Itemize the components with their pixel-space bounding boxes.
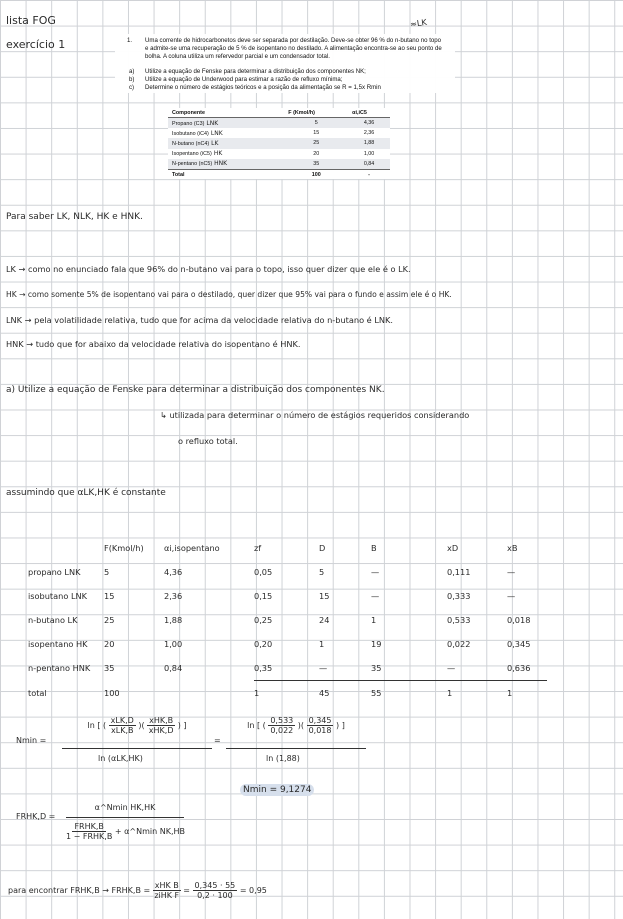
fr-numerator: α^Nmin HK,HK (94, 803, 156, 812)
table-row: N-pentano (nC5) HNK 35 0,84 (168, 159, 390, 170)
nmin-result: Nmin = 9,1274 (240, 784, 314, 796)
fr-label: FRHK,D = (16, 812, 56, 821)
col-feed: F (Kmol/h) (284, 108, 348, 118)
hand-table-row: propano LNK 5 4,36 0,05 5 — 0,111 — (28, 567, 516, 577)
option-c: c) Determine o número de estágios teóricos e a posição da alimentação se R = 1,5x Rmin (129, 84, 381, 92)
exercise-label: exercício 1 (6, 38, 66, 51)
note-hk: HK → como somente 5% de isopentano vai para o destilado, quer dizer que 95% vai para o fundo e assim ele é o HK. (6, 290, 452, 299)
fenske-fraction-line (62, 748, 212, 749)
fr-denominator: $\frac{\text{FRHK,B}}{\text{1 − FRHK,B}}$ + α^Nmin NK,HB (66, 822, 186, 841)
problem-text: Uma corrente de hidrocarbonetos deve ser separada por destilação. Deve-se obter 96 % do n-butano no topo e admite-se uma recuperação de 5 % de isopentano no destilado. A alimentação encontra-se ao seu ponto de bolha. A coluna utiliza um refervedor parcial e um condensador total. (145, 37, 442, 61)
part-a-statement: a) Utilize a equação de Fenske para determinar a distribuição dos componentes NK. (6, 385, 385, 395)
margin-annotation: ≈LK (409, 16, 428, 30)
note-hnk: HNK → tudo que for abaixo da velocidade relativa do isopentano é HNK. (6, 339, 301, 349)
hand-table-row: isobutano LNK 15 2,36 0,15 15 — 0,333 — (28, 591, 516, 601)
problem-data-table (168, 108, 390, 179)
assumption: assumindo que αLK,HK é constante (6, 488, 166, 498)
fr-fraction-line (66, 817, 184, 818)
fenske-values-denominator: ln (1,88) (266, 754, 300, 763)
col-component: Componente (168, 108, 284, 118)
table-row: Isobutano (iC4) LNK 15 2,36 (172, 129, 375, 137)
hand-table-row: isopentano HK 20 1,00 0,20 1 19 0,022 0,345 (28, 639, 531, 649)
hand-table-row: n-pentano HNK 35 0,84 0,35 — 35 — 0,636 (28, 656, 547, 681)
page-title: lista FOG (6, 14, 56, 27)
nmin-label: Nmin = (16, 736, 47, 745)
handwritten-table (28, 536, 547, 705)
part-a-explanation-cont: o refluxo total. (178, 436, 238, 446)
table-row: Isopentano (iC5) HK 20 1,00 (172, 150, 375, 158)
table-header-row (168, 108, 390, 118)
problem-number: 1. (127, 37, 133, 44)
note-lnk: LNK → pela volatilidade relativa, tudo que for acima da velocidade relativa do n-butano é LNK. (6, 315, 393, 325)
table-row-total: Total 100 - (168, 169, 390, 179)
table-row: N-butano (nC4) LK 25 1,88 (168, 138, 390, 148)
equals-sign: = (214, 736, 221, 745)
fenske-numerator: ln [ ( $\frac{\text{xLK,D}}{\text{xLK,B}}$ )( $\frac{\text{xHK,B}}{\text{xHK,D}}$ ) ] (87, 716, 187, 735)
part-a-explanation: ↳ utilizada para determinar o número de estágios requeridos considerando (160, 410, 470, 420)
notes-heading: Para saber LK, NLK, HK e HNK. (6, 212, 143, 222)
option-a: a) Utilize a equação de Fenske para determinar a distribuição dos componentes NK; (129, 68, 366, 76)
fenske-values-fraction-line (226, 748, 366, 749)
table-row: Propano (C3) LNK 5 4,36 (168, 118, 390, 129)
problem-options (129, 68, 455, 92)
note-lk: LK → como no enunciado fala que 96% do n-butano vai para o topo, isso quer dizer que ele é o LK. (6, 264, 411, 274)
option-b: b) Utilize a equação de Underwood para estimar a razão de refluxo mínima; (129, 76, 343, 84)
hand-table-total: total 100 1 45 55 1 1 (28, 687, 513, 698)
hand-table-header: F(Kmol/h) αi,isopentano zf D B xD xB (104, 543, 518, 553)
fenske-denominator: ln (αLK,HK) (98, 754, 143, 763)
problem-statement (115, 34, 455, 93)
fr-hkb-line: para encontrar FRHK,B → FRHK,B = $\frac{\text{xHK B}}{\text{ziHK F}}$ = $\frac{0,345 \cdot 55}{0,2 \cdot 100}$ = 0,95 (8, 881, 267, 900)
col-alpha: αi,iC5 (348, 108, 390, 118)
hand-table-row: n-butano LK 25 1,88 0,25 24 1 0,533 0,018 (28, 615, 531, 625)
fenske-numerator-values: ln [ ( $\frac{0,533}{0,022}$ )( $\frac{0,345}{0,018}$ ) ] (247, 716, 345, 735)
